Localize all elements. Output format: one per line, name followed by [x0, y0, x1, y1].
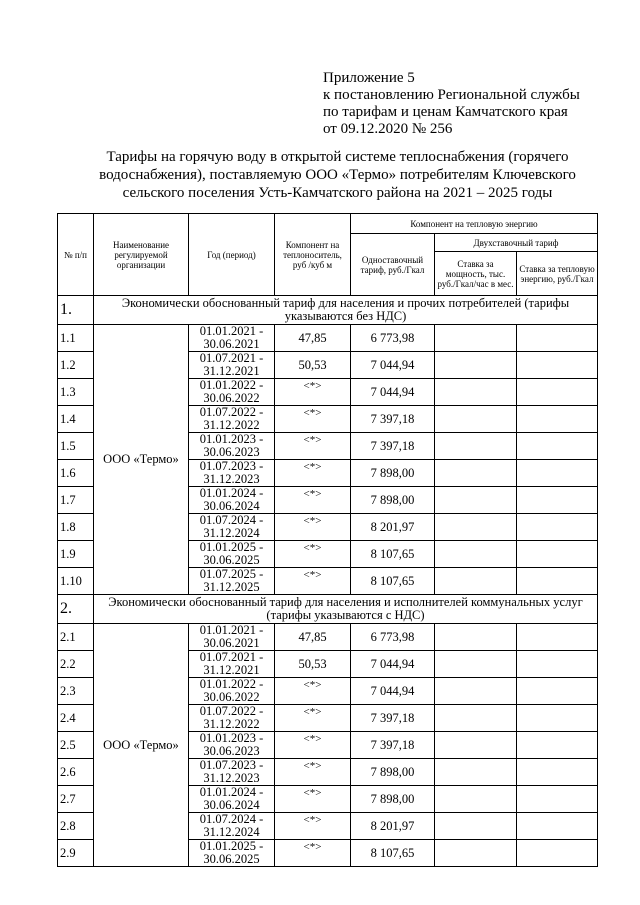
energy-rate-cell	[517, 568, 598, 595]
section-row	[58, 595, 598, 624]
capacity-rate-cell	[435, 624, 517, 651]
capacity-rate-cell	[435, 786, 517, 813]
single-rate-cell: 7 898,00	[351, 487, 435, 514]
period-cell: 01.01.2024 - 30.06.2024	[189, 786, 275, 813]
row-number: 1.2	[58, 352, 94, 379]
capacity-rate-cell	[435, 813, 517, 840]
table-body	[58, 296, 598, 867]
period-cell: 01.07.2021 - 31.12.2021	[189, 651, 275, 678]
water-component-cell: <*>	[275, 514, 351, 541]
table-row	[58, 325, 598, 352]
water-component-cell: <*>	[275, 705, 351, 732]
water-component-cell: <*>	[275, 786, 351, 813]
organization-name: ООО «Термо»	[94, 624, 189, 867]
water-component-cell: <*>	[275, 460, 351, 487]
period-cell: 01.01.2021 - 30.06.2021	[189, 624, 275, 651]
water-component-cell: <*>	[275, 433, 351, 460]
appendix-header	[323, 70, 623, 138]
capacity-rate-cell	[435, 840, 517, 867]
row-number: 2.7	[58, 786, 94, 813]
water-component-cell: <*>	[275, 541, 351, 568]
row-number: 1.10	[58, 568, 94, 595]
capacity-rate-cell	[435, 732, 517, 759]
water-component-cell: 50,53	[275, 352, 351, 379]
energy-rate-cell	[517, 813, 598, 840]
water-component-cell: <*>	[275, 487, 351, 514]
row-number: 1.3	[58, 379, 94, 406]
capacity-rate-cell	[435, 406, 517, 433]
single-rate-cell: 8 107,65	[351, 541, 435, 568]
section-row	[58, 296, 598, 325]
single-rate-cell: 7 898,00	[351, 460, 435, 487]
energy-rate-cell	[517, 460, 598, 487]
single-rate-cell: 6 773,98	[351, 624, 435, 651]
single-rate-cell: 7 898,00	[351, 759, 435, 786]
period-cell: 01.07.2024 - 31.12.2024	[189, 514, 275, 541]
header-thermal-component: Компонент на тепловую энергию	[351, 214, 598, 234]
water-component-cell: <*>	[275, 678, 351, 705]
capacity-rate-cell	[435, 379, 517, 406]
energy-rate-cell	[517, 624, 598, 651]
section-number: 1.	[58, 296, 94, 325]
row-number: 1.6	[58, 460, 94, 487]
single-rate-cell: 7 044,94	[351, 352, 435, 379]
appendix-line: от 09.12.2020 № 256	[323, 121, 453, 137]
row-number: 1.7	[58, 487, 94, 514]
period-cell: 01.01.2023 - 30.06.2023	[189, 433, 275, 460]
energy-rate-cell	[517, 678, 598, 705]
tariff-table	[57, 213, 598, 867]
section-title: Экономически обоснованный тариф для населения и прочих потребителей (тарифы указываются без НДС)	[94, 296, 598, 325]
water-component-cell: <*>	[275, 568, 351, 595]
single-rate-cell: 7 397,18	[351, 732, 435, 759]
energy-rate-cell	[517, 433, 598, 460]
period-cell: 01.01.2022 - 30.06.2022	[189, 379, 275, 406]
single-rate-cell: 6 773,98	[351, 325, 435, 352]
header-capacity-rate: Ставка за мощность, тыс. руб./Гкал/час в мес.	[435, 252, 517, 296]
header-water-component: Компонент на теплоноситель, руб /куб м	[275, 214, 351, 296]
energy-rate-cell	[517, 406, 598, 433]
period-cell: 01.01.2024 - 30.06.2024	[189, 487, 275, 514]
capacity-rate-cell	[435, 568, 517, 595]
capacity-rate-cell	[435, 460, 517, 487]
period-cell: 01.07.2022 - 31.12.2022	[189, 705, 275, 732]
capacity-rate-cell	[435, 487, 517, 514]
single-rate-cell: 7 397,18	[351, 406, 435, 433]
table-header	[58, 214, 598, 296]
energy-rate-cell	[517, 786, 598, 813]
section-number: 2.	[58, 595, 94, 624]
header-two-part-rate: Двухставочный тариф	[435, 234, 598, 252]
row-number: 1.9	[58, 541, 94, 568]
header-energy-rate: Ставка за тепловую энергию, руб./Гкал	[517, 252, 598, 296]
row-number: 2.1	[58, 624, 94, 651]
row-number: 2.3	[58, 678, 94, 705]
single-rate-cell: 7 044,94	[351, 651, 435, 678]
period-cell: 01.07.2023 - 31.12.2023	[189, 759, 275, 786]
single-rate-cell: 7 397,18	[351, 433, 435, 460]
water-component-cell: <*>	[275, 813, 351, 840]
capacity-rate-cell	[435, 759, 517, 786]
energy-rate-cell	[517, 705, 598, 732]
period-cell: 01.01.2025 - 30.06.2025	[189, 541, 275, 568]
period-cell: 01.07.2025 - 31.12.2025	[189, 568, 275, 595]
water-component-cell: 47,85	[275, 624, 351, 651]
capacity-rate-cell	[435, 651, 517, 678]
document-title: Тарифы на горячую воду в открытой системе теплоснабжения (горячего водоснабжения), поставляемую ООО «Термо» потребителям Ключевского сельского поселения Усть-Камчатского района на 2021 – 2025 годы	[99, 149, 576, 201]
row-number: 1.4	[58, 406, 94, 433]
single-rate-cell: 8 201,97	[351, 813, 435, 840]
single-rate-cell: 8 201,97	[351, 514, 435, 541]
capacity-rate-cell	[435, 705, 517, 732]
energy-rate-cell	[517, 759, 598, 786]
single-rate-cell: 8 107,65	[351, 568, 435, 595]
row-number: 2.2	[58, 651, 94, 678]
single-rate-cell: 7 044,94	[351, 678, 435, 705]
water-component-cell: <*>	[275, 732, 351, 759]
header-organization: Наименование регулируемой организации	[94, 214, 189, 296]
single-rate-cell: 7 397,18	[351, 705, 435, 732]
water-component-cell: 47,85	[275, 325, 351, 352]
header-num: № п/п	[58, 214, 94, 296]
row-number: 1.1	[58, 325, 94, 352]
water-component-cell: <*>	[275, 379, 351, 406]
energy-rate-cell	[517, 651, 598, 678]
header-period: Год (период)	[189, 214, 275, 296]
energy-rate-cell	[517, 541, 598, 568]
capacity-rate-cell	[435, 541, 517, 568]
row-number: 2.9	[58, 840, 94, 867]
row-number: 2.8	[58, 813, 94, 840]
energy-rate-cell	[517, 840, 598, 867]
capacity-rate-cell	[435, 352, 517, 379]
water-component-cell: <*>	[275, 840, 351, 867]
appendix-line: к постановлению Региональной службы	[323, 87, 580, 103]
period-cell: 01.01.2022 - 30.06.2022	[189, 678, 275, 705]
organization-name: ООО «Термо»	[94, 325, 189, 595]
single-rate-cell: 7 898,00	[351, 786, 435, 813]
row-number: 1.8	[58, 514, 94, 541]
period-cell: 01.07.2023 - 31.12.2023	[189, 460, 275, 487]
appendix-line: Приложение 5	[323, 70, 415, 86]
capacity-rate-cell	[435, 325, 517, 352]
energy-rate-cell	[517, 379, 598, 406]
row-number: 1.5	[58, 433, 94, 460]
capacity-rate-cell	[435, 433, 517, 460]
energy-rate-cell	[517, 732, 598, 759]
single-rate-cell: 7 044,94	[351, 379, 435, 406]
energy-rate-cell	[517, 514, 598, 541]
period-cell: 01.01.2025 - 30.06.2025	[189, 840, 275, 867]
energy-rate-cell	[517, 325, 598, 352]
period-cell: 01.07.2022 - 31.12.2022	[189, 406, 275, 433]
section-title: Экономически обоснованный тариф для населения и исполнителей коммунальных услуг (тарифы указываются с НДС)	[94, 595, 598, 624]
capacity-rate-cell	[435, 514, 517, 541]
water-component-cell: <*>	[275, 406, 351, 433]
header-single-rate: Одноставочный тариф, руб./Гкал	[351, 234, 435, 296]
appendix-line: по тарифам и ценам Камчатского края	[323, 104, 568, 120]
water-component-cell: 50,53	[275, 651, 351, 678]
energy-rate-cell	[517, 487, 598, 514]
row-number: 2.6	[58, 759, 94, 786]
capacity-rate-cell	[435, 678, 517, 705]
period-cell: 01.07.2024 - 31.12.2024	[189, 813, 275, 840]
table-row	[58, 624, 598, 651]
row-number: 2.4	[58, 705, 94, 732]
period-cell: 01.07.2021 - 31.12.2021	[189, 352, 275, 379]
period-cell: 01.01.2023 - 30.06.2023	[189, 732, 275, 759]
energy-rate-cell	[517, 352, 598, 379]
single-rate-cell: 8 107,65	[351, 840, 435, 867]
period-cell: 01.01.2021 - 30.06.2021	[189, 325, 275, 352]
water-component-cell: <*>	[275, 759, 351, 786]
row-number: 2.5	[58, 732, 94, 759]
